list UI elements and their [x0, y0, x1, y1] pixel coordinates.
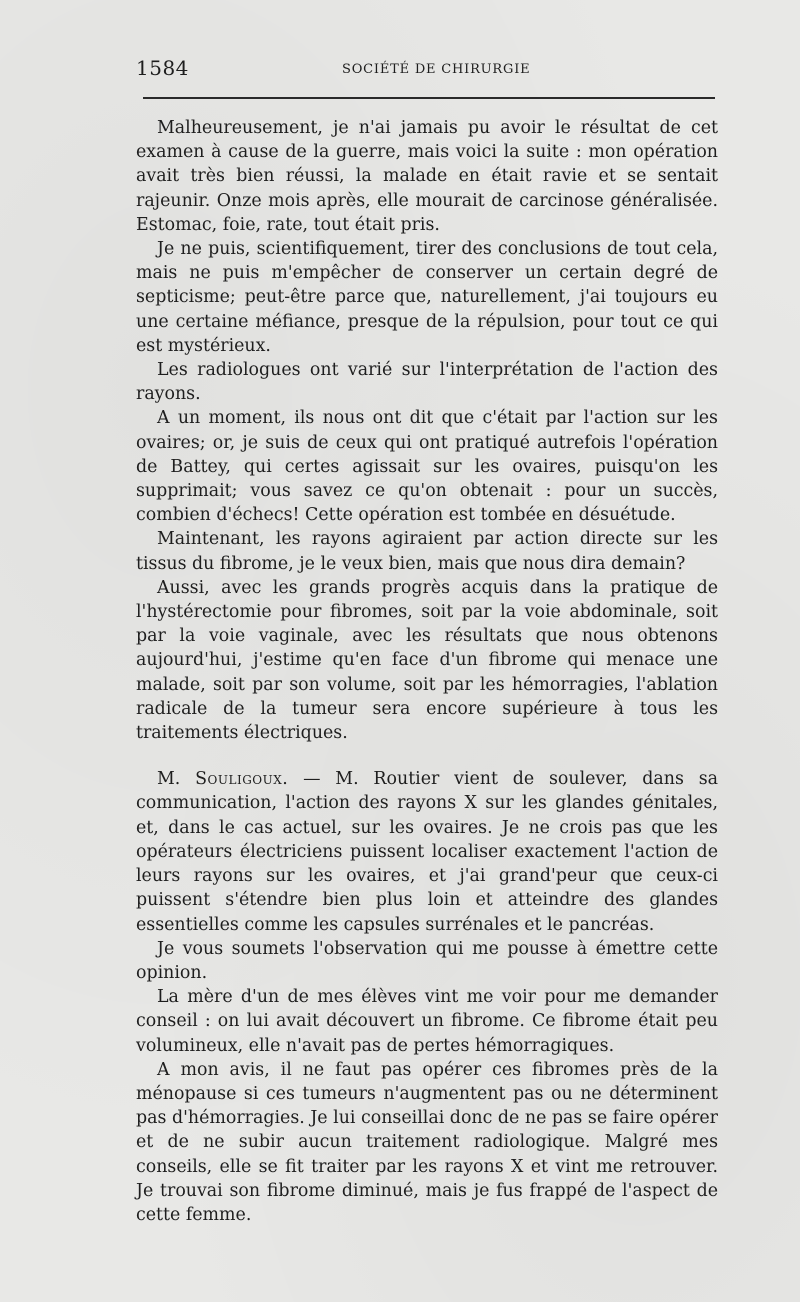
page-number: 1584: [136, 56, 189, 80]
speaker-text: — M. Routier vient de soulever, dans sa communication, l'action des rayons X sur les glandes génitales, et, dans le cas actuel, sur les ovaires. Je ne crois pas que les opérateurs électriciens puissent localiser exactement l'action de leurs rayons sur les ovaires, et j'ai grand'peur que ceux-ci puissent s'étendre bien plus loin et atteindre des glandes essentielles comme les capsules surrénales et le pancréas.: [136, 769, 718, 935]
speaker-name: Souligoux.: [195, 769, 289, 790]
body-text: [136, 116, 718, 1227]
paragraph: Maintenant, les rayons agiraient par action directe sur les tissus du fibrome, je le veux bien, mais que nous dira demain?: [136, 529, 718, 574]
header-rule: [143, 97, 715, 99]
speaker-prefix: M.: [157, 769, 181, 790]
paragraph: La mère d'un de mes élèves vint me voir pour me demander conseil : on lui avait découvert un fibrome. Ce fibrome était peu volumineux, elle n'avait pas de pertes hémorragiques.: [136, 987, 718, 1056]
paragraph: Aussi, avec les grands progrès acquis dans la pratique de l'hystérectomie pour fibromes, soit par la voie abdominale, soit par la voie vaginale, avec les résultats que nous obtenons aujourd'hui, j'estime qu'en face d'un fibrome qui menace une malade, soit par son volume, soit par les hémorragies, l'ablation radicale de la tumeur sera encore supérieure à tous les traitements électriques.: [136, 577, 718, 744]
running-title: SOCIÉTÉ DE CHIRURGIE: [342, 62, 531, 77]
paragraph: Je ne puis, scientifiquement, tirer des conclusions de tout cela, mais ne puis m'empêcher de conserver un certain degré de septicisme; peut-être parce que, naturellement, j'ai toujours eu une certaine méfiance, presque de la répulsion, pour tout ce qui est mystérieux.: [136, 239, 718, 356]
speaker-paragraph: [136, 767, 718, 936]
paragraph: Malheureusement, je n'ai jamais pu avoir le résultat de cet examen à cause de la guerre, mais voici la suite : mon opération avait très bien réussi, la malade en était ravie et se sentait rajeunir. Onze mois après, elle mourait de carcinose généralisée. Estomac, foie, rate, tout était pris.: [136, 118, 718, 235]
page-header: [136, 56, 718, 86]
paragraph: Je vous soumets l'observation qui me pousse à émettre cette opinion.: [136, 938, 718, 983]
paragraph: A mon avis, il ne faut pas opérer ces fibromes près de la ménopause si ces tumeurs n'augmentent pas ou ne déterminent pas d'hémorragies. Je lui conseillai donc de ne pas se faire opérer et de ne subir aucun traitement radiologique. Malgré mes conseils, elle se fit traiter par les rayons X et vint me retrouver. Je trouvai son fibrome diminué, mais je fus frappé de l'aspect de cette femme.: [136, 1059, 718, 1225]
paragraph: A un moment, ils nous ont dit que c'était par l'action sur les ovaires; or, je suis de ceux qui ont pratiqué autrefois l'opération de Battey, qui certes agissait sur les ovaires, puisqu'on les supprimait; vous savez ce qu'on obtenait : pour un succès, combien d'échecs! Cette opération est tombée en désuétude.: [136, 408, 718, 526]
paragraph: Les radiologues ont varié sur l'interprétation de l'action des rayons.: [136, 360, 718, 405]
